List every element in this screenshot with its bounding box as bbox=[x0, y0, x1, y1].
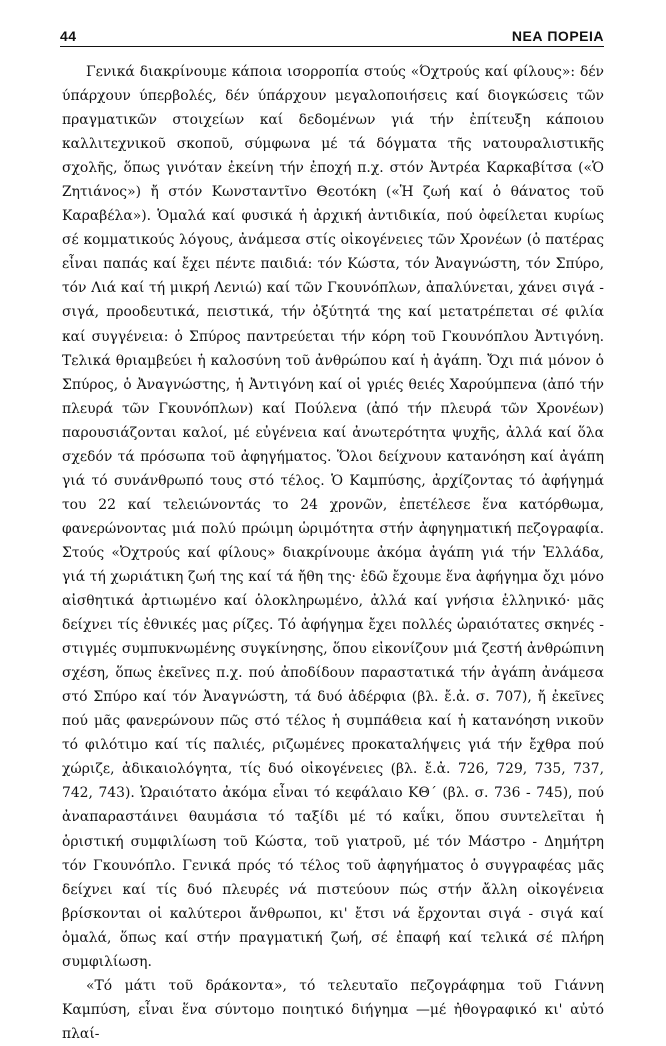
body-paragraph-2: «Τό μάτι τοῦ δράκοντα», τό τελευταῖο πεζογράφημα τοῦ Γιάννη Καμπύση, εἶναι ἕνα σύντομο ποιητικό διήγημα —μέ ἠθογραφικό κι' αὐτό πλαί- bbox=[62, 977, 604, 1042]
header-rule bbox=[60, 46, 604, 47]
journal-title: ΝΕΑ ΠΟΡΕΙΑ bbox=[511, 28, 604, 44]
running-header bbox=[60, 18, 604, 44]
page-number: 44 bbox=[60, 28, 77, 44]
article-body bbox=[62, 60, 604, 1042]
body-paragraph-1: Γενικά διακρίνουμε κάποια ισορροπία στούς «Όχτρούς καί φίλους»: δέν ύπάρχουν ύπερβολές, δέν ύπάρχουν μεγαλοποιήσεις καί διογκώσεις τῶν πραγματικῶν στοιχείων καί δεδομένων γιά τήν ἐπίτευξη κάποιου καλλιτεχνικοῦ σκοποῦ, σύμφωνα μέ τά δόγματα τῆς νατουραλιστικῆς σχολῆς, ὅπως γινόταν ἐκείνη τήν ἐποχή π.χ. στόν Ἀντρέα Καρκαβίτσα («Ὁ Ζητιάνος») ἤ στόν Κωνσταντῖνο Θεοτόκη («Ἡ ζωή καί ὁ θάνατος τοῦ Καραβέλα»). Ὁμαλά καί φυσικά ἡ ἀρχική ἀντιδικία, πού ὀφείλεται κυρίως σέ κομματικούς λόγους, ἀνάμεσα στίς οἰκογένειες τῶν Χρονέων (ὁ πατέρας εἶναι παπάς καί ἔχει πέντε παιδιά: τόν Κώστα, τόν Ἀναγνώστη, τόν Σπύρο, τόν Λιά καί τή μικρή Λενιώ) καί τῶν Γκουνόπλων, ἀπαλύνεται, χάνει σιγά - σιγά, προοδευτικά, πειστικά, τήν ὀξύτητά της καί μετατρέπεται σέ φιλία καί συγγένεια: ὁ Σπύρος παντρεύεται τήν κόρη τοῦ Γκουνόπλου Ἀντιγόνη. Τελικά θριαμβεύει ἡ καλοσύνη τοῦ ἀνθρώπου καί ἡ ἀγάπη. Ὄχι πιά μόνον ὁ Σπύρος, ὁ Ἀναγνώστης, ἡ Ἀντιγόνη καί οἱ γριές θειές Χαρούμπενα (ἀπό τήν πλευρά τῶν Γκουνόπλων) καί Πούλενα (ἀπό τήν πλευρά τῶν Χρονέων) παρουσιάζονται καλοί, μέ εὐγένεια καί ἀνωτερότητα ψυχῆς, ἀλλά καί ὅλα σχεδόν τά πρόσωπα τοῦ ἀφηγήματος. Ὅλοι δείχνουν κατανόηση καί ἀγάπη γιά τό συνάνθρωπό τους στό τέλος. Ὁ Καμπύσης, ἀρχίζοντας τό ἀφήγημά του 22 καί τελειώνοντάς το 24 χρονῶν, ἐπετέλεσε ἕνα κατόρθωμα, φανερώνοντας μιά πολύ πρώιμη ὡριμότητα στήν ἀφηγηματική πεζογραφία. Στούς «Ὀχτρούς καί φίλους» διακρίνουμε ἀκόμα ἀγάπη γιά τήν Ἑλλάδα, γιά τή χωριάτικη ζωή της καί τά ἤθη της· ἐδῶ ἔχουμε ἕνα ἀφήγημα ὄχι μόνο αἰσθητικά ἀρτιωμένο καί ὁλοκληρωμένο, ἀλλά καί γνήσια ἑλληνικό· μᾶς δείχνει τίς ἐθνικές μας ρίζες. Τό ἀφήγημα ἔχει πολλές ὡραιότατες σκηνές - στιγμές συμπυκνωμένης συγκίνησης, ὅπου εἰκονίζουν μιά ζεστή ἀνθρώπινη σχέση, ὅπως ἐκεῖνες π.χ. πού ἀποδίδουν παραστατικά τήν ἀγάπη ἀνάμεσα στό Σπύρο καί τόν Ἀναγνώστη, τά δυό ἀδέρφια (βλ. ἔ.ἀ. σ. 707), ἤ ἐκεῖνες πού μᾶς φανερώνουν πῶς στό τέλος ἡ συμπάθεια καί ἡ κατανόηση νικοῦν τό φιλότιμο καί τίς παλιές, ριζωμένες προκαταλήψεις γιά τήν ἔχθρα πού χώριζε, ἀδικαιολόγητα, τίς δυό οἰκογένειες (βλ. ἔ.ἀ. 726, 729, 735, 737, 742, 743). Ὡραιότατο ἀκόμα εἶναι τό κεφάλαιο ΚΘ΄ (βλ. σ. 736 - 745), πού ἀναπαραστάινει θαυμάσια τό ταξίδι μέ τό καΐκι, ὅπου συντελεῖται ἡ ὁριστική συμφιλίωση τοῦ Κώστα, τοῦ γιατροῦ, μέ τόν Μάστρο - Δημήτρη τόν Γκουνόπλο. Γενικά πρός τό τέλος τοῦ ἀφηγήματος ὁ συγγραφέας μᾶς δείχνει καί τίς δυό πλευρές νά πιστεύουν πώς στήν ἄλλη οἰκογένεια βρίσκονται οἱ καλύτεροι ἄνθρωποι, κι' ἔτσι νά ἔρχονται σιγά - σιγά καί ὁμαλά, ὅπως καί στήν πραγματική ζωή, σέ ἐπαφή καί τελικά σέ πλήρη συμφιλίωση. bbox=[62, 64, 604, 970]
